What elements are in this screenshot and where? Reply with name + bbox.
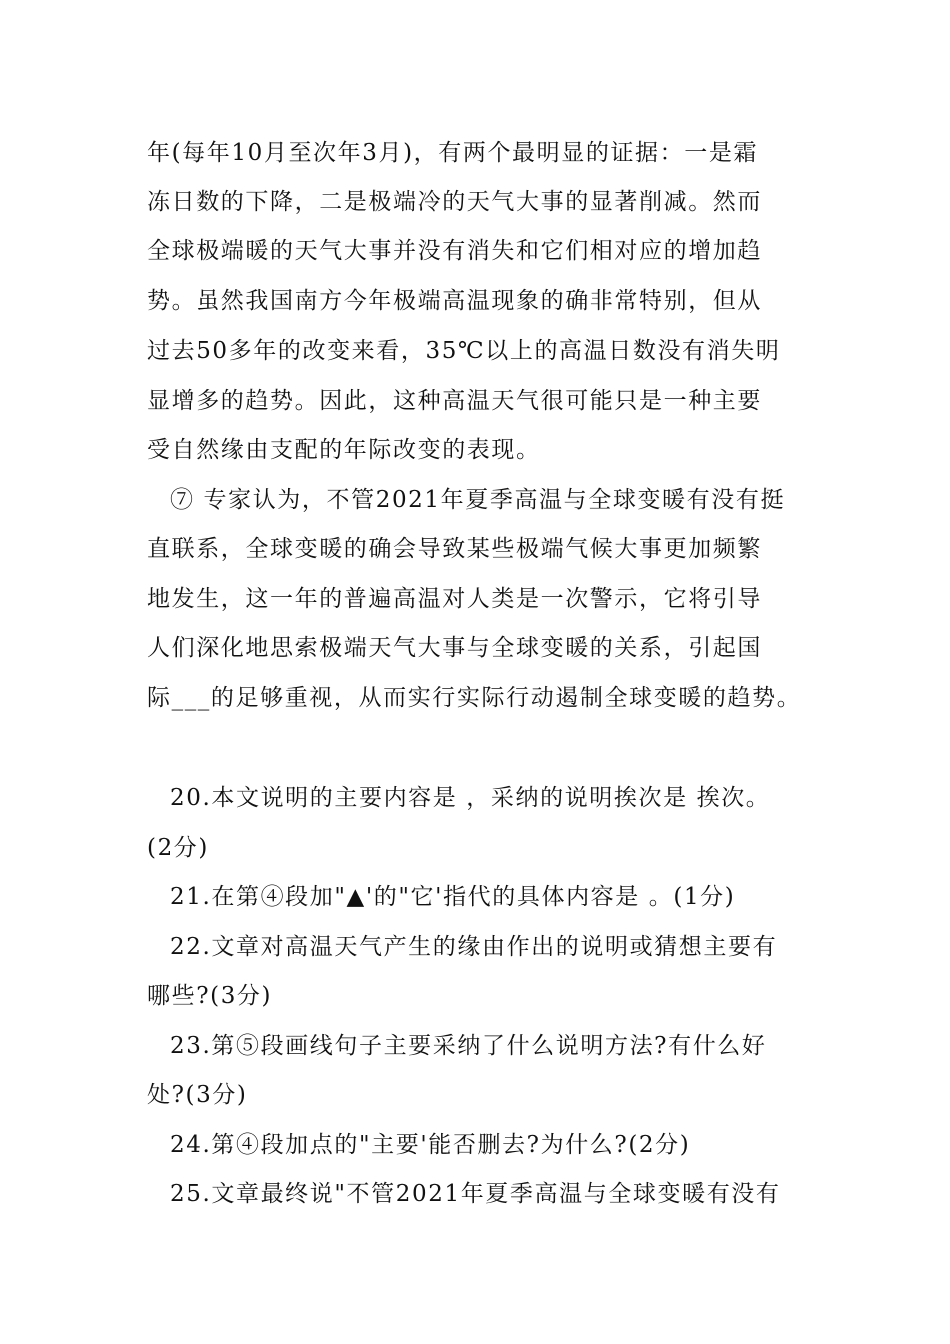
paragraph-6-line-4: 势。虽然我国南方今年极端高温现象的确非常特别，但从 <box>147 288 762 314</box>
paragraph-6-line-3: 全球极端暖的天气大事并没有消失和它们相对应的增加趋 <box>147 238 762 264</box>
question-23: 23.第⑤段画线句子主要采纳了什么说明方法?有什么好 <box>170 1033 767 1059</box>
paragraph-6-line-2: 冻日数的下降，二是极端冷的天气大事的显著削减。然而 <box>147 189 762 215</box>
paragraph-7-line-3: 地发生，这一年的普遍高温对人类是一次警示，它将引导 <box>147 586 762 612</box>
question-22: 22.文章对高温天气产生的缘由作出的说明或猜想主要有 <box>170 934 778 960</box>
paragraph-6-line-5: 过去50多年的改变来看，35℃以上的高温日数没有消失明 <box>147 338 781 364</box>
question-23-score: 处?(3分) <box>147 1082 248 1108</box>
question-22-score: 哪些?(3分) <box>147 983 273 1009</box>
question-24: 24.第④段加点的"主要'能否删去?为什么?(2分) <box>170 1132 691 1158</box>
paragraph-7-line-4: 人们深化地思索极端天气大事与全球变暖的关系，引起国 <box>147 635 762 661</box>
question-25: 25.文章最终说"不管2021年夏季高温与全球变暖有没有 <box>170 1181 781 1207</box>
question-20: 20.本文说明的主要内容是 ，采纳的说明挨次是 挨次。 <box>170 785 771 811</box>
paragraph-6-line-7: 受自然缘由支配的年际改变的表现。 <box>147 437 541 463</box>
paragraph-7-line-1: ⑦ 专家认为，不管2021年夏季高温与全球变暖有没有挺 <box>170 487 786 513</box>
paragraph-7-line-2: 直联系，全球变暖的确会导致某些极端气候大事更加频繁 <box>147 536 762 562</box>
question-21: 21.在第④段加"▲'的"它'指代的具体内容是 。(1分) <box>170 884 736 910</box>
paragraph-6-line-1: 年(每年10月至次年3月)，有两个最明显的证据：一是霜 <box>147 140 759 166</box>
paragraph-7-line-5: 际___的足够重视，从而实行实际行动遏制全球变暖的趋势。 <box>147 685 802 711</box>
question-20-score: (2分) <box>147 835 209 861</box>
paragraph-6-line-6: 显增多的趋势。因此，这种高温天气很可能只是一种主要 <box>147 388 762 414</box>
